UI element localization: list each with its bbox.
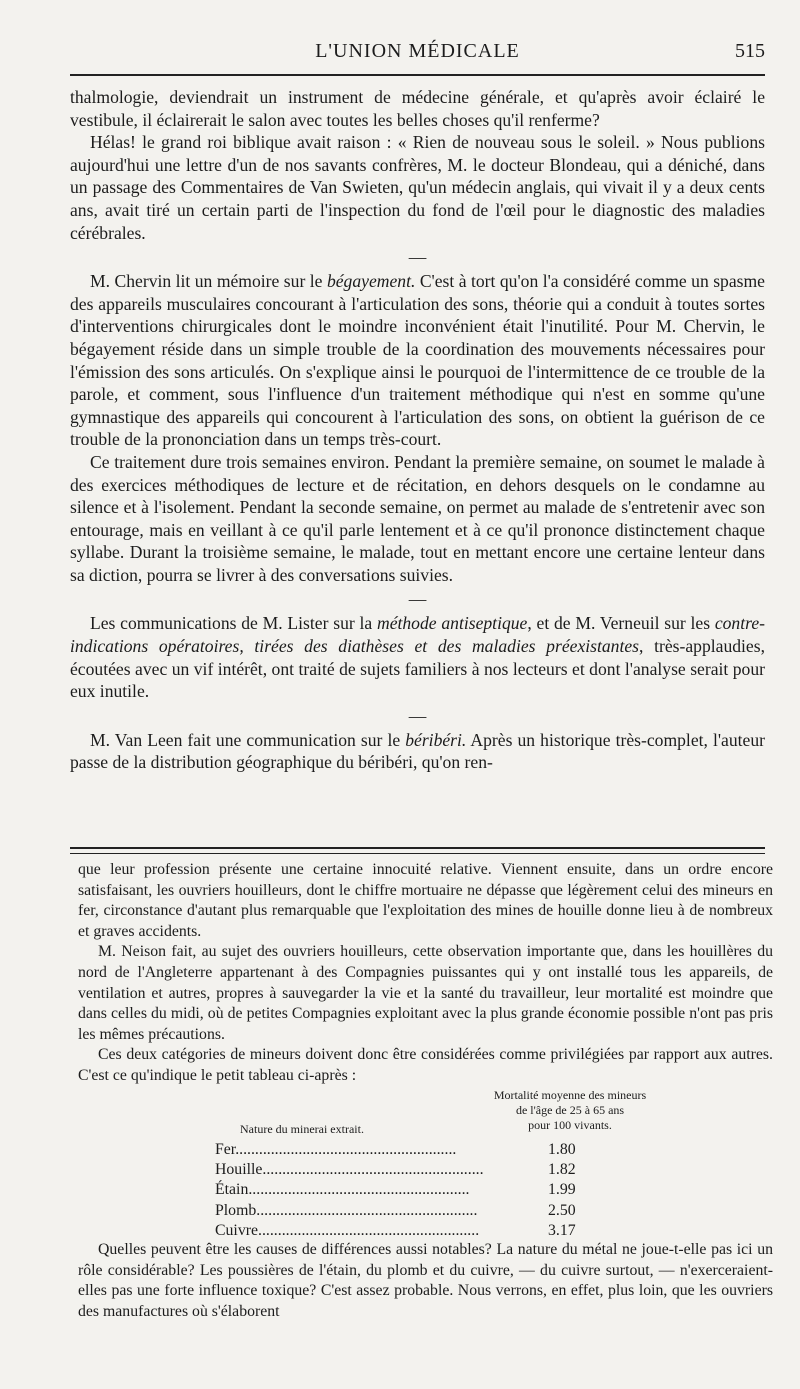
- table-row: [215, 1160, 665, 1180]
- mineral-name: Fer........................................................: [215, 1141, 457, 1158]
- mortality-value: 2.50: [548, 1201, 576, 1219]
- mortality-value: 1.80: [548, 1141, 576, 1158]
- mortality-value: 3.17: [548, 1221, 576, 1239]
- mineral-name: Cuivre........................................................: [215, 1221, 480, 1239]
- header-rule: [70, 74, 765, 76]
- mineral-name: Plomb........................................................: [215, 1201, 478, 1219]
- main-text: [70, 86, 765, 774]
- table-row: [215, 1180, 665, 1200]
- table-row: [215, 1221, 665, 1241]
- page-number: 515: [735, 40, 765, 62]
- term-begayement: bégayement.: [326, 271, 416, 292]
- section-separator: —: [408, 247, 427, 268]
- column-header-mortality: Mortalité moyenne des mineurs de l'âge de 25 à 65 ans pour 100 vivants.: [493, 1088, 647, 1132]
- feuilleton-text: [78, 860, 773, 1087]
- term-methode-antiseptique: méthode antiseptique: [376, 613, 528, 634]
- foot-paragraph-4: Quelles peuvent être les causes de différences aussi notables? La nature du métal ne joue-t-elle pas ici un rôle considérable? Les poussières de l'étain, du plomb et du cuivre, — du cuivre surtout, — n'exerceraient-elles pas une forte influence toxique? C'est assez probable. Nous verrons, en effet, plus loin, que les ouvriers des manufactures où s'élaborent: [78, 1241, 773, 1320]
- page-header: [70, 38, 765, 68]
- paragraph-5: Les communications de M. Lister sur la méthode antiseptique, et de M. Verneuil sur les contre-indications opératoires, tirées des diathèses et des maladies préexistantes, très-applaudies, écoutées avec un vif intérêt, ont traité de sujets familiers à nos lecteurs et dont l'analyse serait pour eux inutile.: [70, 613, 765, 702]
- feuilleton-rule: [70, 847, 765, 854]
- mortality-value: 1.82: [548, 1161, 576, 1179]
- column-header-nature: Nature du minerai extrait.: [240, 1122, 364, 1136]
- feuilleton-text-continued: [78, 1240, 773, 1322]
- table-row: [215, 1140, 665, 1160]
- mortality-value: 1.99: [548, 1181, 576, 1199]
- journal-title: L'UNION MÉDICALE: [315, 40, 520, 62]
- mineral-name: Étain........................................................: [215, 1181, 470, 1199]
- foot-paragraph-3: Ces deux catégories de mineurs doivent donc être considérées comme privilégiées par rapport aux autres. C'est ce qu'indique le petit tableau ci-après :: [78, 1046, 773, 1084]
- foot-paragraph-1: que leur profession présente une certaine innocuité relative. Viennent ensuite, dans un ordre encore satisfaisant, les ouvriers houilleurs, dont le chiffre mortuaire ne dépasse que légèrement celui des mineurs en fer, circonstance d'autant plus remarquable que l'exploitation des mines de houille donne lieu à de nombreux et graves accidents.: [78, 861, 773, 940]
- foot-paragraph-2: M. Neison fait, au sujet des ouvriers houilleurs, cette observation importante que, dans les houillères du nord de l'Angleterre appartenant à des Compagnies puissantes qui y ont installé tous les appareils, de ventilation et autres, propres à sauvegarder la vie et la santé du travailleur, leur mortalité est moindre que dans celles du midi, où de petites Compagnies exploitant avec la plus grande économie possible n'ont pas pris les mêmes précautions.: [78, 943, 773, 1043]
- mineral-name: Houille........................................................: [215, 1161, 484, 1179]
- table-row: [215, 1201, 665, 1221]
- paragraph-6: M. Van Leen fait une communication sur le béribéri. Après un historique très-complet, l'auteur passe de la distribution géographique du béribéri, qu'on ren-: [70, 729, 765, 773]
- table-body: [215, 1140, 665, 1241]
- paragraph-3: M. Chervin lit un mémoire sur le bégayement. C'est à tort qu'on l'a considéré comme un spasme des appareils musculaires concourant à l'articulation des sons, théorie qui a conduit à toutes sortes d'interventions chirurgicales dont le moindre inconvénient était l'inutilité. Pour M. Chervin, le bégayement réside dans un simple trouble de la coordination des mouvements nécessaires pour l'émission des sons articulés. On s'explique ainsi le pourquoi de l'intermittence de ce trouble de la parole, et comment, sous l'influence d'un traitement méthodique qui n'est en somme qu'une gymnastique des appareils qui concourent à l'articulation des sons, on obtient la guérison de ce trouble de la prononciation dans un temps très-court.: [70, 271, 765, 450]
- term-contre-indications: contre-indications opératoires, tirées des diathèses et des maladies préexistantes: [70, 613, 765, 657]
- section-separator: —: [408, 589, 427, 610]
- section-separator: —: [408, 705, 427, 726]
- paragraph-2: Hélas! le grand roi biblique avait raison : « Rien de nouveau sous le soleil. » Nous publions aujourd'hui une lettre d'un de nos savants confrères, M. le docteur Blondeau, qui a déniché, dans un passage des Commentaires de Van Swieten, qu'un médecin anglais, qui vivait il y a deux cents ans, avait tiré un certain parti de l'inspection du fond de l'œil pour le diagnostic des maladies cérébrales.: [70, 132, 765, 243]
- term-beriberi: béribéri.: [405, 729, 467, 750]
- paragraph-1: thalmologie, deviendrait un instrument de médecine générale, et qu'après avoir éclairé le vestibule, il éclairerait le salon avec toutes les belles choses qu'il renferme?: [70, 87, 765, 130]
- paragraph-4: Ce traitement dure trois semaines environ. Pendant la première semaine, on soumet le malade à des exercices méthodiques de lecture et de récitation, en dehors desquels on le condamne au silence et à l'isolement. Pendant la seconde semaine, on permet au malade de s'entretenir avec son entourage, mais en veillant à ce qu'il parle lentement et à ce qu'il prononce distinctement chaque syllabe. Durant la troisième semaine, le malade, tout en mettant encore une certaine lenteur dans sa diction, pourra se livrer à des conversations suivies.: [70, 451, 765, 585]
